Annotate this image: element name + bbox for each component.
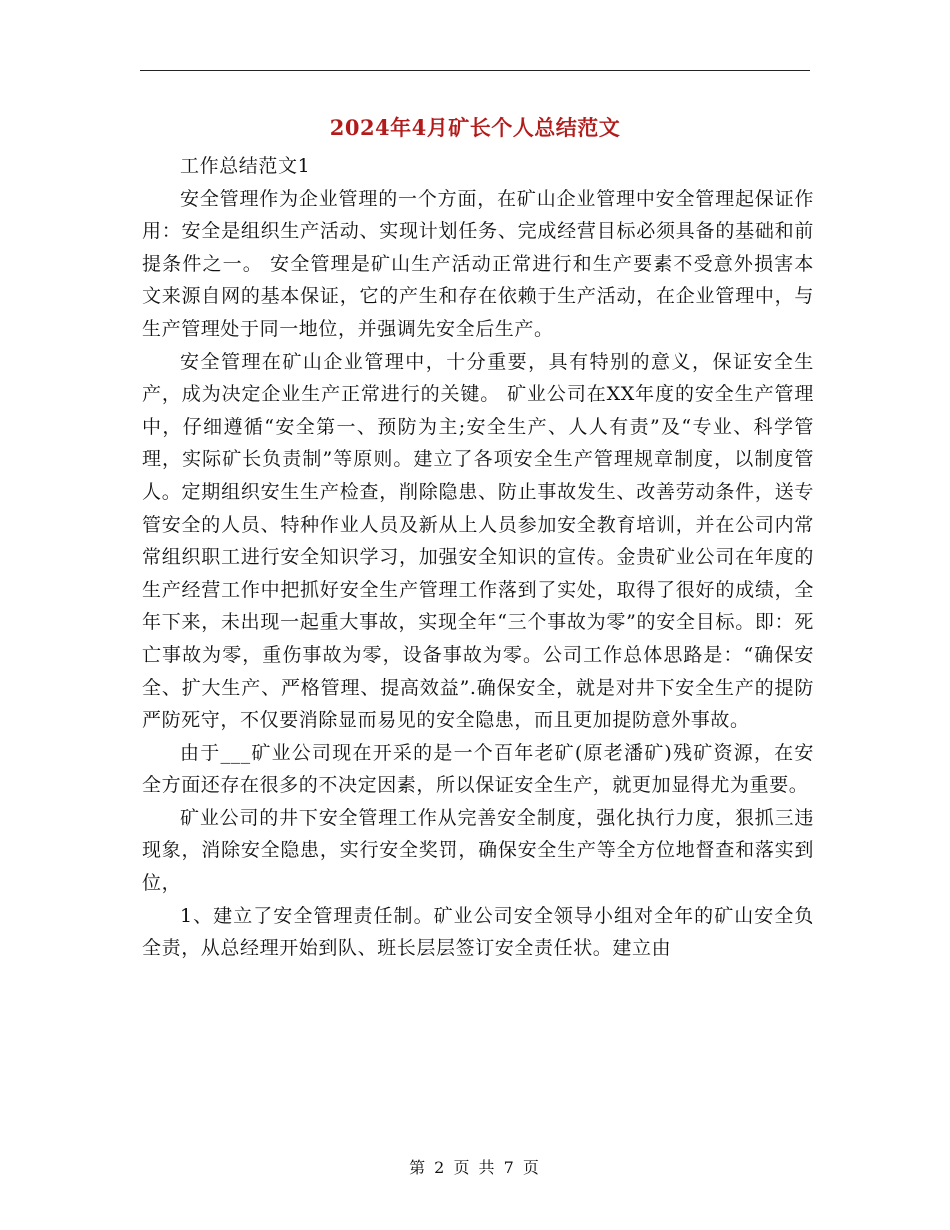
page-footer: 第 2 页 共 7 页 [409,1158,541,1177]
paragraph: 安全管理作为企业管理的一个方面，在矿山企业管理中安全管理起保证作用：安全是组织生产活动、实现计划任务、完成经营目标必须具备的基础和前提条件之一。 安全管理是矿山生产活动正常进行和生产要素不受意外损害本文来源自网的基本保证，它的产生和存在依赖于生产活动，在企业管理中，与生产管理处于同一地位，并强调先安全后生产。 [142,187,814,340]
header-rule [140,70,810,71]
paragraph: 安全管理在矿山企业管理中，十分重要，具有特别的意义，保证安全生产，成为决定企业生产正常进行的关键。 矿业公司在XX年度的安全生产管理中，仔细遵循“安全第一、预防为主;安全生产、人人有责”及“专业、科学管理，实际矿长负责制”等原则。建立了各项安全生产管理规章制度，以制度管人。定期组织安生生产检查，削除隐患、防止事故发生、改善劳动条件，送专管安全的人员、特种作业人员及新从上人员参加安全教育培训，并在公司内常常组织职工进行安全知识学习，加强安全知识的宣传。金贵矿业公司在年度的生产经营工作中把抓好安全生产管理工作落到了实处，取得了很好的成绩，全年下来，未出现一起重大事故，实现全年“三个事故为零”的安全目标。即：死亡事故为零，重伤事故为零，设备事故为零。公司工作总体思路是：“确保安全、扩大生产、严格管理、提高效益”.确保安全，就是对井下安全生产的提防严防死守，不仅要消除显而易见的安全隐患，而且更加提防意外事故。 [142,350,814,732]
paragraph: 由于___矿业公司现在开采的是一个百年老矿(原老潘矿)残矿资源，在安全方面还存在很多的不决定因素，所以保证安全生产，就更加显得尤为重要。 [142,741,814,797]
paragraph: 1、建立了安全管理责任制。矿业公司安全领导小组对全年的矿山安全负全责，从总经理开始到队、班长层层签订安全责任状。建立由 [142,904,814,960]
document-title: 2024年4月矿长个人总结范文 [329,115,621,140]
section-heading: 工作总结范文1 [180,155,311,177]
document-body [142,150,814,965]
paragraph: 矿业公司的井下安全管理工作从完善安全制度，强化执行力度，狠抓三违现象，消除安全隐患，实行安全奖罚，确保安全生产等全方位地督查和落实到位， [142,806,814,895]
